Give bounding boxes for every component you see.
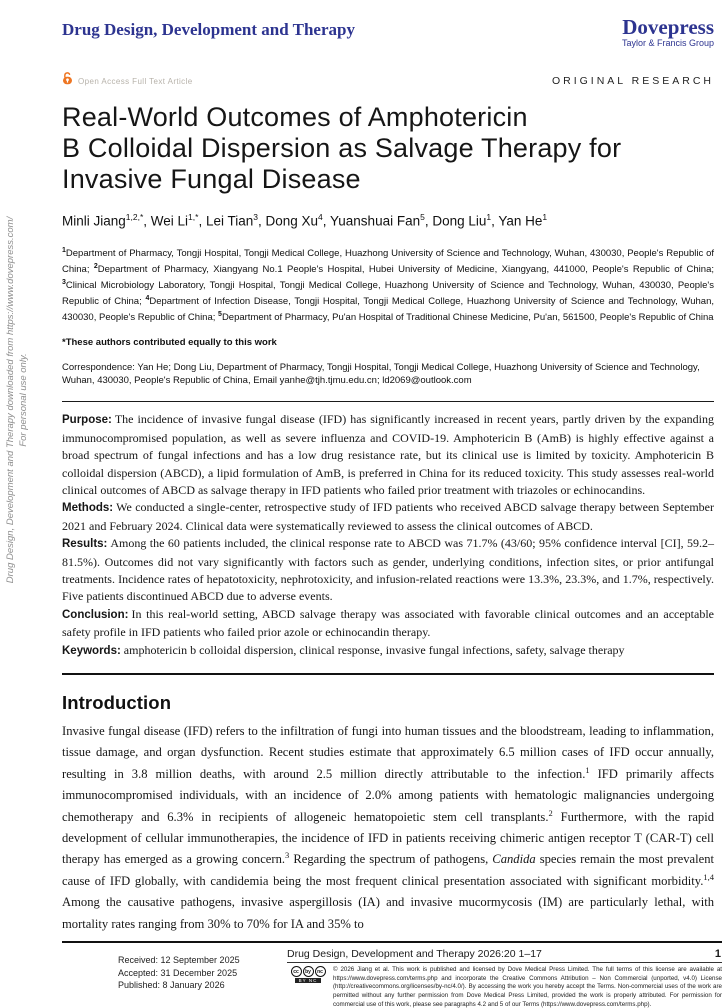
publisher-logo xyxy=(622,16,714,48)
open-access-badge xyxy=(62,72,193,90)
article-title xyxy=(62,102,714,195)
affiliations: $^1$Department of Pharmacy, Tongji Hospital, Tongji Medical College, Huazhong University of Science and Technology, Wuhan, 430030, People's Republic of China; $^2$Department of Pharmacy, Xiangyang No.1 People's Hospital, Hubei University of Medicine, Xiangyang, 441000, People's Republic of China; $^3$Clinical Microbiology Laboratory, Tongji Hospital, Tongji Medical College, Huazhong University of Science and Technology, Wuhan, 430030, People's Republic of China; $^4$Department of Infection Disease, Tongji Hospital, Tongji Medical College, Huazhong University of Science and Technology, Wuhan, 430030, People's Republic of China; $^5$Department of Pharmacy, Pu'an Hospital of Traditional Chinese Medicine, Pu'an, 561500, People's Republic of China xyxy=(62,246,715,324)
introduction-heading: Introduction xyxy=(62,691,172,713)
cc-icon: cc xyxy=(291,966,302,977)
journal-name: Drug Design, Development and Therapy xyxy=(62,20,355,39)
license-block xyxy=(287,966,722,1008)
accepted-date: Accepted: 31 December 2025 xyxy=(118,967,238,978)
abstract-purpose xyxy=(62,411,714,499)
abstract-results-text: Among the 60 patients included, the clinical response rate to ABCD was 71.7% (43/60; 95% confidence interval [CI], 59.2–81.5%). Outcomes did not vary significantly with factors such as gender, underlying conditions, infection sites, or prior antifungal treatments. Incidence rates of hepatotoxicity, nephrotoxicity, and infusion-related reactions were 13.3%, 23.3%, and 1.7%, respectively. Five patients discontinued ABCD due to adverse events. xyxy=(62,536,714,604)
published-date: Published: 8 January 2026 xyxy=(118,980,225,990)
journal-citation: Drug Design, Development and Therapy 2026:20 1–17 xyxy=(287,948,542,960)
abstract-conclusion-text: In this real-world setting, ABCD salvage therapy was associated with favorable clinical outcomes and an acceptable safety profile in IFD patients who failed prior azole or echinocandin therapy. xyxy=(62,606,714,640)
page-footer xyxy=(62,941,722,1008)
creative-commons-badge xyxy=(287,966,329,1008)
author-list: Minli Jiang$^{1,2,*}$, Wei $Li^{1,*}$, Lei Tian$^3$, Dong Xu$^4$, Yuanshuai Fan$^5$, Dong Liu$^1$, Yan He$^1$ xyxy=(62,212,548,229)
abstract-conclusion-label: Conclusion: xyxy=(62,608,129,621)
download-watermark xyxy=(5,152,30,648)
publisher-tagline: Taylor & Francis Group xyxy=(621,38,714,48)
title-line: Invasive Fungal Disease xyxy=(62,164,361,194)
license-text: © 2026 Jiang et al. This work is published and licensed by Dove Medical Press Limited. The full terms of this license are available at https://www.dovepress.com/terms.php and incorporate the Creative Commons Attribution – Non Commercial (unported, v4.0) License (http://creativecommons.org/licenses/by-nc/4.0/). By accessing the work you hereby accept the Terms. Non-commercial uses of the work are permitted without any further permission from Dove Medical Press Limited, provided the work is properly attributed. For permission for commercial use of this work, please see paragraphs 4.2 and 5 of our Terms (https://www.dovepress.com/terms.php). xyxy=(333,966,722,1008)
watermark-line2: For personal use only. xyxy=(17,353,29,447)
introduction-paragraph: Invasive fungal disease (IFD) refers to the infiltration of fungi into human tissues and the bloodstream, leading to inflammation, tissue damage, and organ dysfunction. Recent studies estimate that approximately 6.5 million cases of IFD occur annually, resulting in 3.8 million deaths, with around 2.5 million directly attributable to the infection.$^1$ IFD primarily affects immunocompromised individuals, with an incidence of 2.0% among patients with hematologic malignancies undergoing chemotherapy and 6.3% in recipients of allogeneic hematopoietic stem cell transplants.$^2$ Furthermore, with the rapid development of cellular immunotherapies, the incidence of IFD in patients receiving chimeric antigen receptor T (CAR-T) cell therapy has emerged as a growing concern.$^3$ Regarding the spectrum of pathogens, Candida species remain the most prevalent cause of IFD globally, with candidemia being the most frequent clinical presentation associated with significant morbidity.$^{1,4}$ Among the causative pathogens, invasive aspergillosis (IA) and invasive mucormycosis (IM) are particularly lethal, with mortality rates ranging from 30% to 70% for IA and 35% to xyxy=(62,723,714,931)
article-meta-row xyxy=(62,72,714,90)
cc-caption: BY NC xyxy=(295,978,321,983)
abstract-purpose-text: The incidence of invasive fungal disease (IFD) has significantly increased in recent years, partly driven by the expanding immunocompromised population, as well as severe influenza and COVID-19. Amphotericin B (AmB) is highly effective against a broad spectrum of fungal infections and has a low drug resistance rate, but its clinical use is limited by toxicity. Amphotericin B colloidal dispersion (ABCD), a lipid formulation of AmB, is preferred in China for its reduced toxicity. This study assesses real-world clinical outcomes of ABCD as salvage therapy in IFD patients who failed prior treatment with triazoles or echinocandins. xyxy=(62,412,714,497)
abstract-methods xyxy=(62,499,714,535)
open-access-label: Open Access Full Text Article xyxy=(78,76,193,86)
citation-rule xyxy=(287,962,722,963)
article-type-label: ORIGINAL RESEARCH xyxy=(551,75,714,87)
abstract-methods-label: Methods: xyxy=(62,502,114,515)
title-line: B Colloidal Dispersion as Salvage Therapy for xyxy=(62,133,622,163)
abstract-keywords xyxy=(62,642,714,660)
abstract-purpose-label: Purpose: xyxy=(62,414,112,427)
watermark-line1: Drug Design, Development and Therapy downloaded from https://www.dovepress.com/ xyxy=(5,216,16,584)
received-date: Received: 12 September 2025 xyxy=(118,955,240,965)
abstract-top-rule xyxy=(62,401,714,402)
open-access-lock-icon xyxy=(62,72,73,90)
title-line: Real-World Outcomes of Amphotericin xyxy=(62,102,528,132)
section-divider-rule xyxy=(62,673,714,675)
equal-contribution-note: *These authors contributed equally to this work xyxy=(62,337,277,349)
cc-nc-icon: nc xyxy=(315,966,326,977)
article-dates xyxy=(62,948,287,1008)
cc-by-icon: by xyxy=(303,966,314,977)
dovepress-logo: Dovepress xyxy=(622,15,714,39)
correspondence: Correspondence: Yan He; Dong Liu, Department of Pharmacy, Tongji Hospital, Tongji Medical College, Huazhong University of Science and Technology, Wuhan, 430030, People's Republic of China, Email yanhe@tjh.tjmu.edu.cn; ld2069@outlook.com xyxy=(62,362,700,387)
abstract-results-label: Results: xyxy=(62,538,108,551)
page-header xyxy=(62,0,714,48)
abstract-conclusion xyxy=(62,606,714,642)
page-number: 1 xyxy=(714,948,721,960)
abstract xyxy=(62,411,714,660)
footer-top-rule xyxy=(62,941,722,943)
abstract-keywords-text: amphotericin b colloidal dispersion, clinical response, invasive fungal infections, safety, salvage therapy xyxy=(123,642,625,657)
abstract-keywords-label: Keywords: xyxy=(62,644,121,657)
abstract-methods-text: We conducted a single-center, retrospective study of IFD patients who received ABCD salvage therapy between September 2021 and February 2024. Clinical data were systematically reviewed to assess the clinical outcomes of ABCD. xyxy=(62,500,714,533)
abstract-results xyxy=(62,535,714,606)
